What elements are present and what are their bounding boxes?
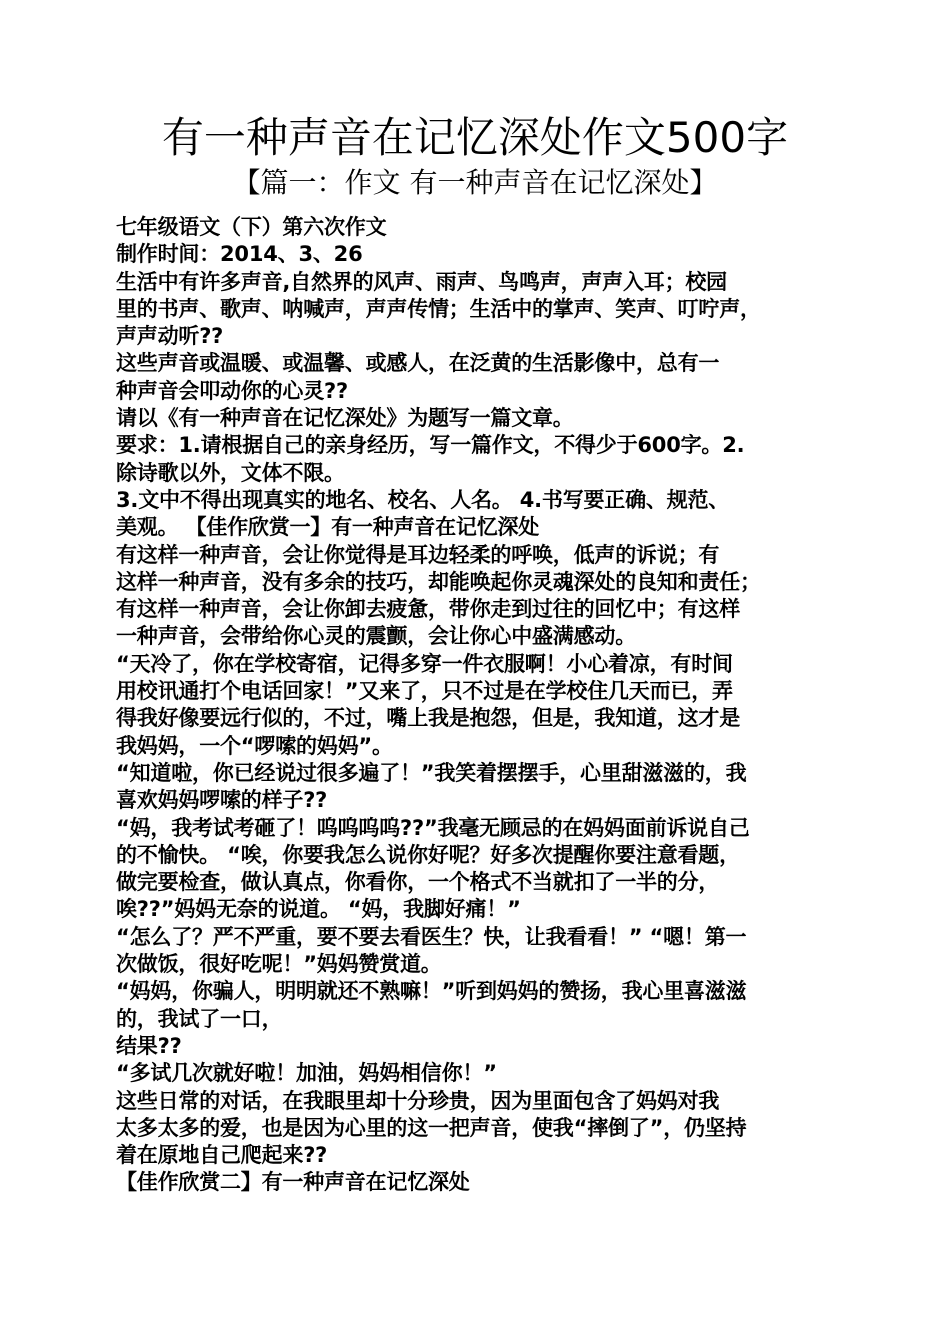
body-line: 要求：1.请根据自己的亲身经历，写一篇作文，不得少于600字。2. — [116, 433, 745, 458]
body-line: 唉??”妈妈无奈的说道。 “妈，我脚好痛！” — [116, 897, 521, 922]
body-line: 一种声音，会带给你心灵的震颤，会让你心中盛满感动。 — [116, 624, 636, 649]
body-line: 有这样一种声音，会让你觉得是耳边轻柔的呼唤，低声的诉说；有 — [116, 542, 720, 567]
body-line: 里的书声、歌声、呐喊声，声声传情；生活中的掌声、笑声、叮咛声， — [116, 296, 761, 321]
body-line: “妈妈，你骗人，明明就还不熟嘛！”听到妈妈的赞扬，我心里喜滋滋 — [116, 979, 747, 1004]
body-line: 【佳作欣赏二】有一种声音在记忆深处 — [116, 1170, 470, 1195]
document-subtitle: 【篇一：作文 有一种声音在记忆深处】 — [232, 166, 718, 199]
body-line: 美观。 【佳作欣赏一】有一种声音在记忆深处 — [116, 515, 540, 540]
body-line: 有这样一种声音，会让你卸去疲惫，带你走到过往的回忆中；有这样 — [116, 597, 740, 622]
body-line: “多试几次就好啦！加油，妈妈相信你！” — [116, 1061, 497, 1086]
body-line: 我妈妈，一个“啰嗦的妈妈”。 — [116, 733, 393, 758]
body-line: 的不愉快。 “唉，你要我怎么说你好呢？好多次提醒你要注意看题， — [116, 842, 740, 867]
document-body — [116, 214, 842, 1197]
body-line: 这些声音或温暖、或温馨、或感人，在泛黄的生活影像中，总有一 — [116, 351, 720, 376]
body-line: 这些日常的对话，在我眼里却十分珍贵，因为里面包含了妈妈对我 — [116, 1088, 720, 1113]
body-line: “知道啦，你已经说过很多遍了！”我笑着摆摆手，心里甜滋滋的，我 — [116, 760, 747, 785]
body-line: 做完要检查，做认真点，你看你，一个格式不当就扣了一半的分， — [116, 870, 720, 895]
body-line: 这样一种声音，没有多余的技巧，却能唤起你灵魂深处的良知和责任； — [116, 569, 761, 594]
body-line: 喜欢妈妈啰嗦的样子?? — [116, 788, 328, 813]
body-line: 着在原地自己爬起来?? — [116, 1143, 328, 1168]
body-line: 的，我试了一口， — [116, 1006, 283, 1031]
body-line: 七年级语文（下）第六次作文 — [116, 215, 387, 239]
body-line: 生活中有许多声音,自然界的风声、雨声、鸟鸣声，声声入耳；校园 — [116, 269, 727, 294]
body-line: 3.文中不得出现真实的地名、校名、人名。 4.书写要正确、规范、 — [116, 487, 730, 512]
body-line: “怎么了？严不严重，要不要去看医生？快，让我看看！” “嗯！第一 — [116, 924, 747, 949]
body-line: “天冷了，你在学校寄宿，记得多穿一件衣服啊！小心着凉，有时间 — [116, 651, 733, 676]
body-line: 声声动听?? — [116, 324, 224, 349]
body-line: 结果?? — [116, 1033, 182, 1058]
body-line: 次做饭，很好吃呢！”妈妈赞赏道。 — [116, 952, 442, 977]
body-line: 除诗歌以外，文体不限。 — [116, 460, 345, 485]
body-line: “妈，我考试考砸了！呜呜呜呜??”我毫无顾忌的在妈妈面前诉说自己 — [116, 815, 750, 840]
document-title: 有一种声音在记忆深处作文500字 — [161, 113, 789, 162]
body-line: 种声音会叩动你的心灵?? — [116, 378, 348, 403]
body-line: 制作时间：2014、3、26 — [116, 242, 363, 267]
body-line: 得我好像要远行似的，不过，嘴上我是抱怨，但是，我知道，这才是 — [116, 706, 740, 731]
body-line: 用校讯通打个电话回家！”又来了，只不过是在学校住几天而已，弄 — [116, 679, 733, 704]
body-line: 请以《有一种声音在记忆深处》为题写一篇文章。 — [116, 406, 574, 431]
body-line: 太多太多的爱，也是因为心里的这一把声音，使我“摔倒了”，仍坚持 — [116, 1115, 747, 1140]
